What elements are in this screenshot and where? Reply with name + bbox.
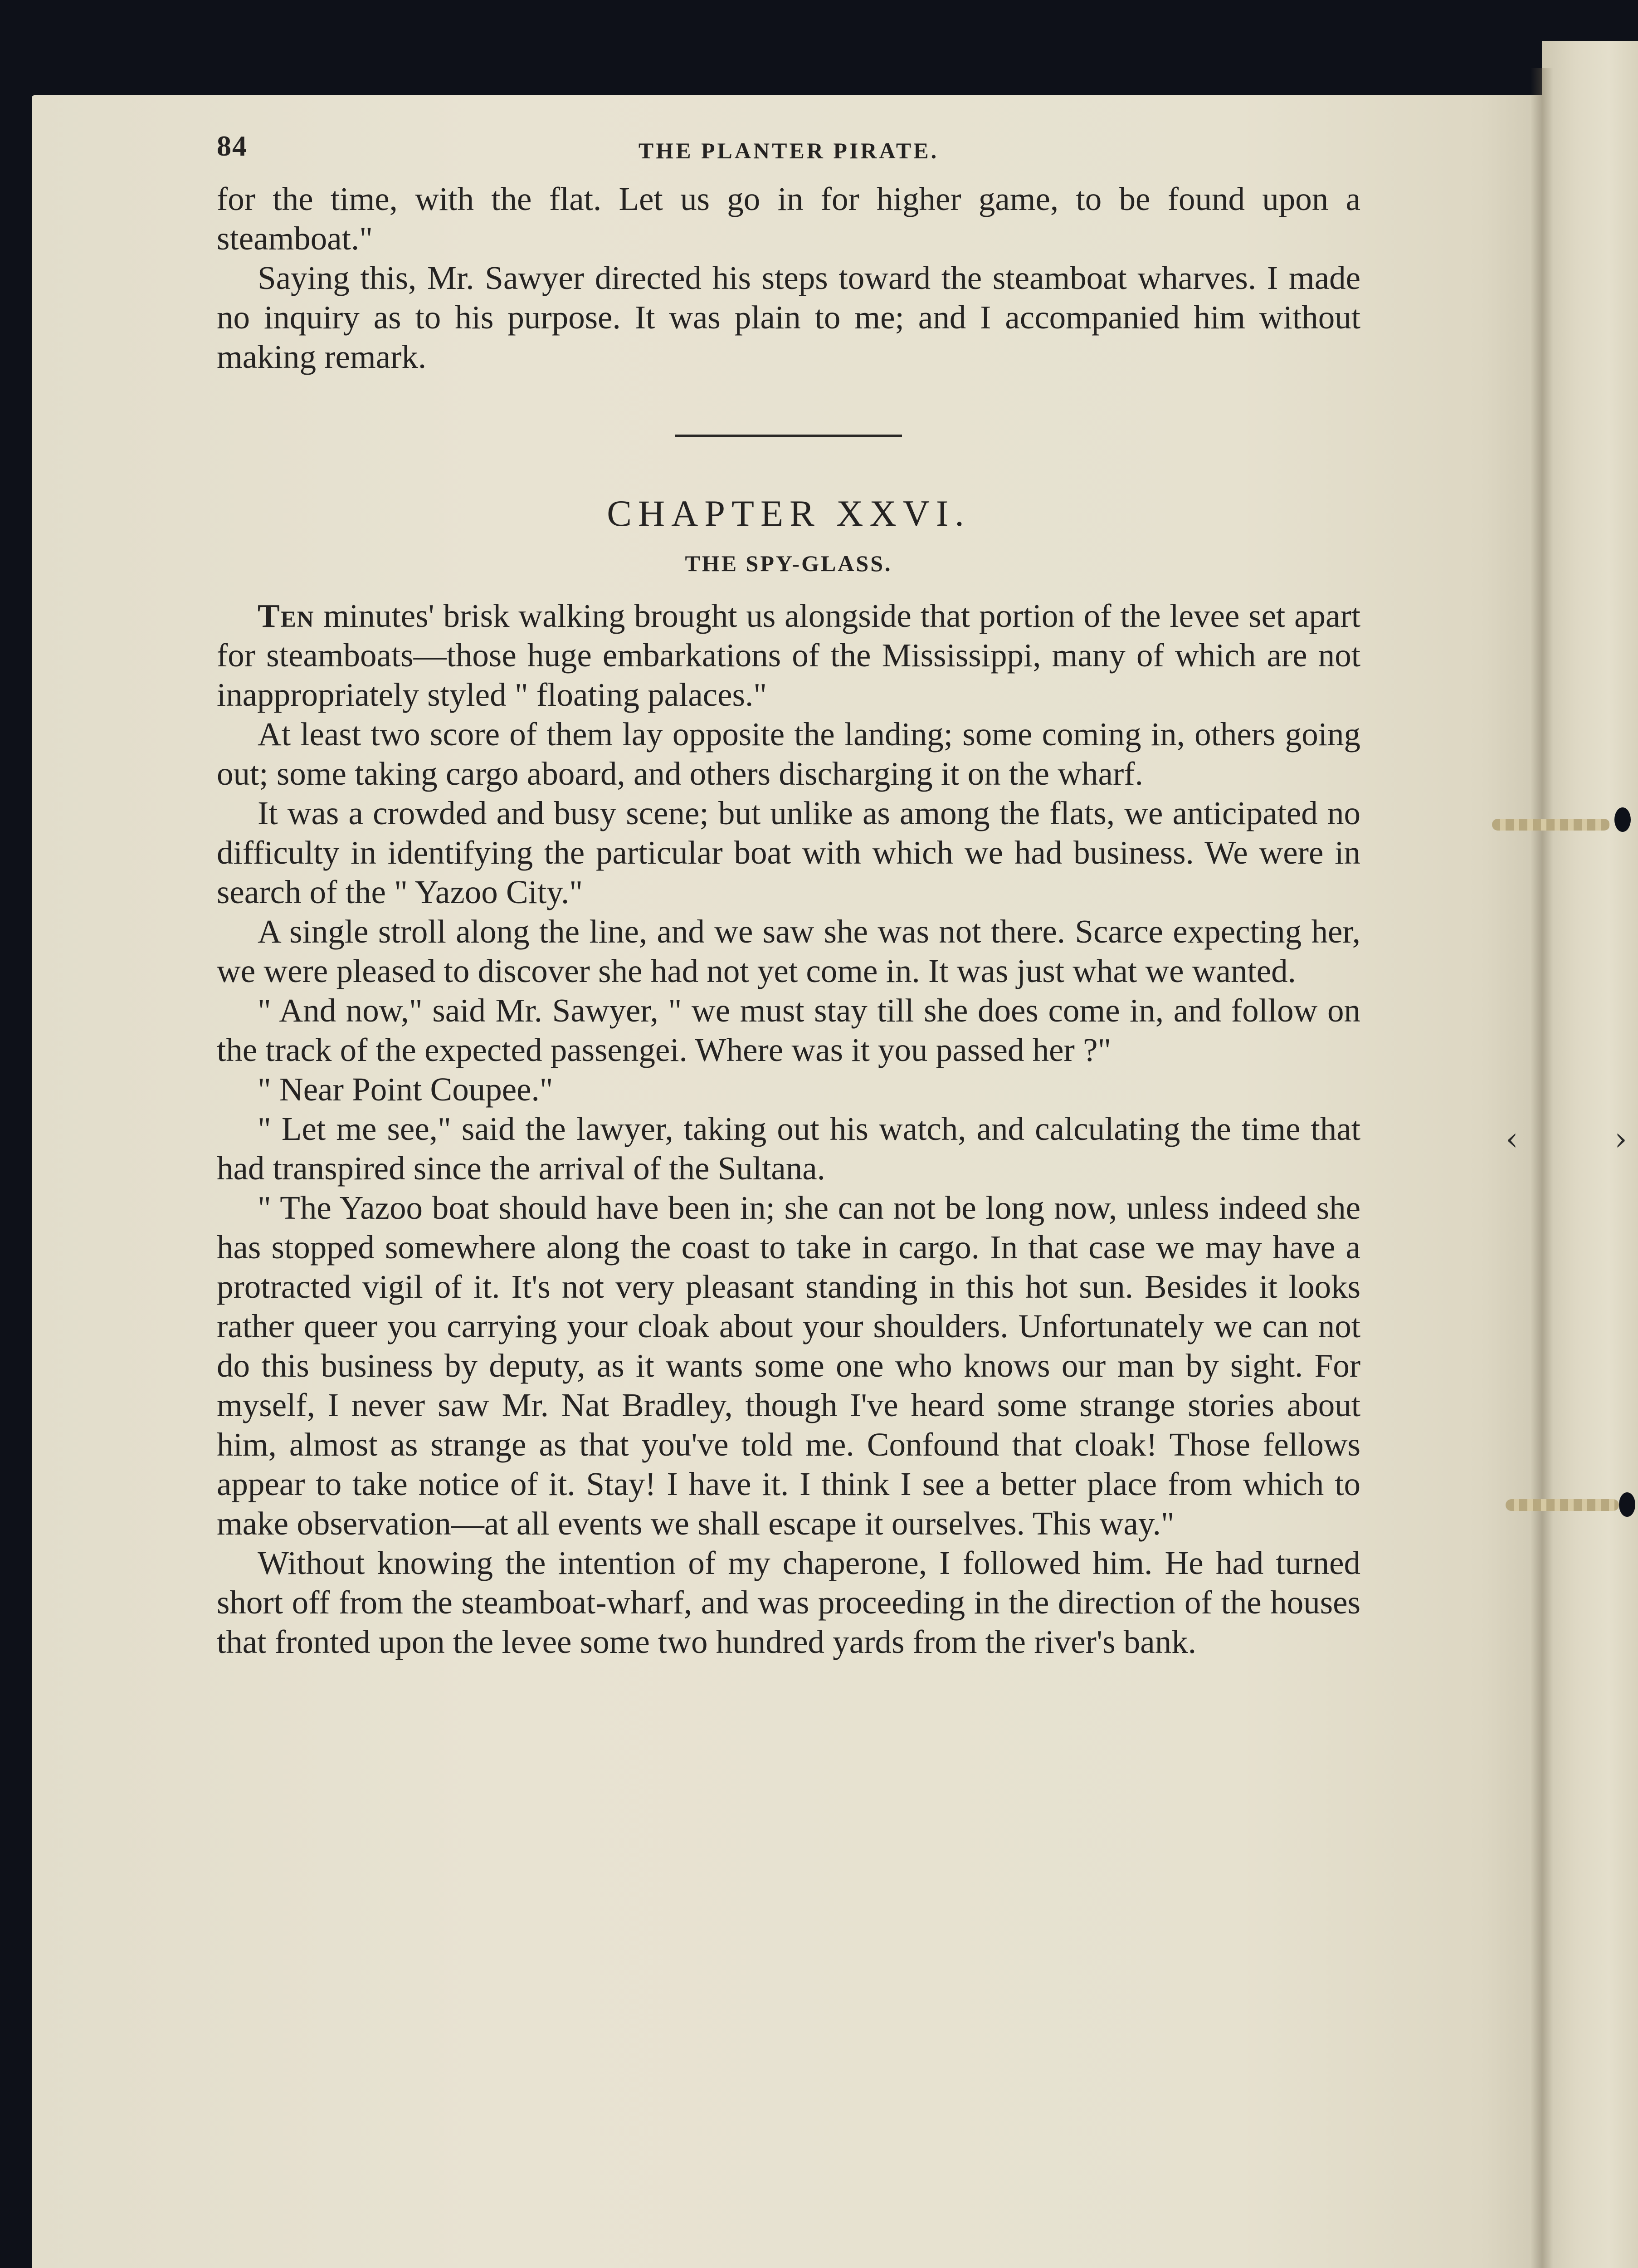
paragraph: " And now," said Mr. Sawyer, " we must stay till she does come in, and follow on the track of the expected passengei. Where was it you passed her ?"	[217, 992, 1360, 1068]
running-title: THE PLANTER PIRATE.	[638, 138, 939, 163]
page-number: 84	[217, 130, 248, 162]
paragraph: " Near Point Coupee."	[258, 1071, 553, 1108]
paragraph: It was a crowded and busy scene; but unlike as among the flats, we anticipated no difficulty in identifying the particular boat with which we had business. We were in search of the " Yazoo City."	[217, 795, 1360, 910]
chapter-heading: CHAPTER XXVI.	[607, 493, 970, 534]
paragraph: " Let me see," said the lawyer, taking out his watch, and calculating the time that had transpired since the arrival of the Sultana.	[217, 1110, 1360, 1187]
paragraph: " The Yazoo boat should have been in; she can not be long now, unless indeed she has stopped somewhere along the coast to take in cargo. In that case we may have a protracted vigil of it. It's not very pleasant standing in this hot sun. Besides it looks rather queer you carrying your cloak about your shoulders. Unfortunately we can not do this business by deputy, as it wants some one who knows our man by sight. For myself, I never saw Mr. Nat Bradley, though I've heard some strange stories about him, almost as strange as that you've told me. Confound that cloak! Those fellows appear to take notice of it. Stay! I have it. I think I see a better place from which to make observation—at all events we shall escape it ourselves. This way."	[217, 1189, 1360, 1542]
binding-thread-right-mark: ›	[1614, 1120, 1627, 1158]
section-rule	[675, 435, 902, 437]
chapter-first-paragraph	[217, 596, 1360, 714]
chapter-subtitle: THE SPY-GLASS.	[685, 551, 892, 576]
binding-thread-left-mark: ‹	[1506, 1120, 1518, 1158]
binding-stitch-lower	[1506, 1499, 1619, 1511]
binding-notch-lower	[1619, 1492, 1635, 1517]
first-paragraph-text: minutes' brisk walking brought us alongside that portion of the levee set apart for steamboats—those huge embarkations of the Mississippi, many of which are not inappropriately styled " floating palaces."	[217, 597, 1360, 713]
binding-stitch-upper	[1492, 819, 1610, 831]
paragraph: Saying this, Mr. Sawyer directed his steps toward the steamboat wharves. I made no inquiry as to his purpose. It was plain to me; and I accompanied him without making remark.	[217, 259, 1360, 375]
lead-word: Ten	[258, 597, 315, 634]
page-text-block	[217, 129, 1360, 1662]
binding-notch-upper	[1614, 807, 1631, 832]
continued-paragraph: for the time, with the flat. Let us go in for higher game, to be found upon a steamboat."	[217, 181, 1360, 257]
page-gutter	[1531, 68, 1553, 2268]
paragraph: A single stroll along the line, and we saw she was not there. Scarce expecting her, we were pleased to discover she had not yet come in. It was just what we wanted.	[217, 913, 1360, 989]
running-head	[217, 129, 1360, 179]
paragraph: At least two score of them lay opposite the landing; some coming in, others going out; some taking cargo aboard, and others discharging it on the wharf.	[217, 716, 1360, 792]
paragraph: Without knowing the intention of my chaperone, I followed him. He had turned short off from the steamboat-wharf, and was proceeding in the direction of the houses that fronted upon the levee some two hundred yards from the river's bank.	[217, 1545, 1360, 1660]
